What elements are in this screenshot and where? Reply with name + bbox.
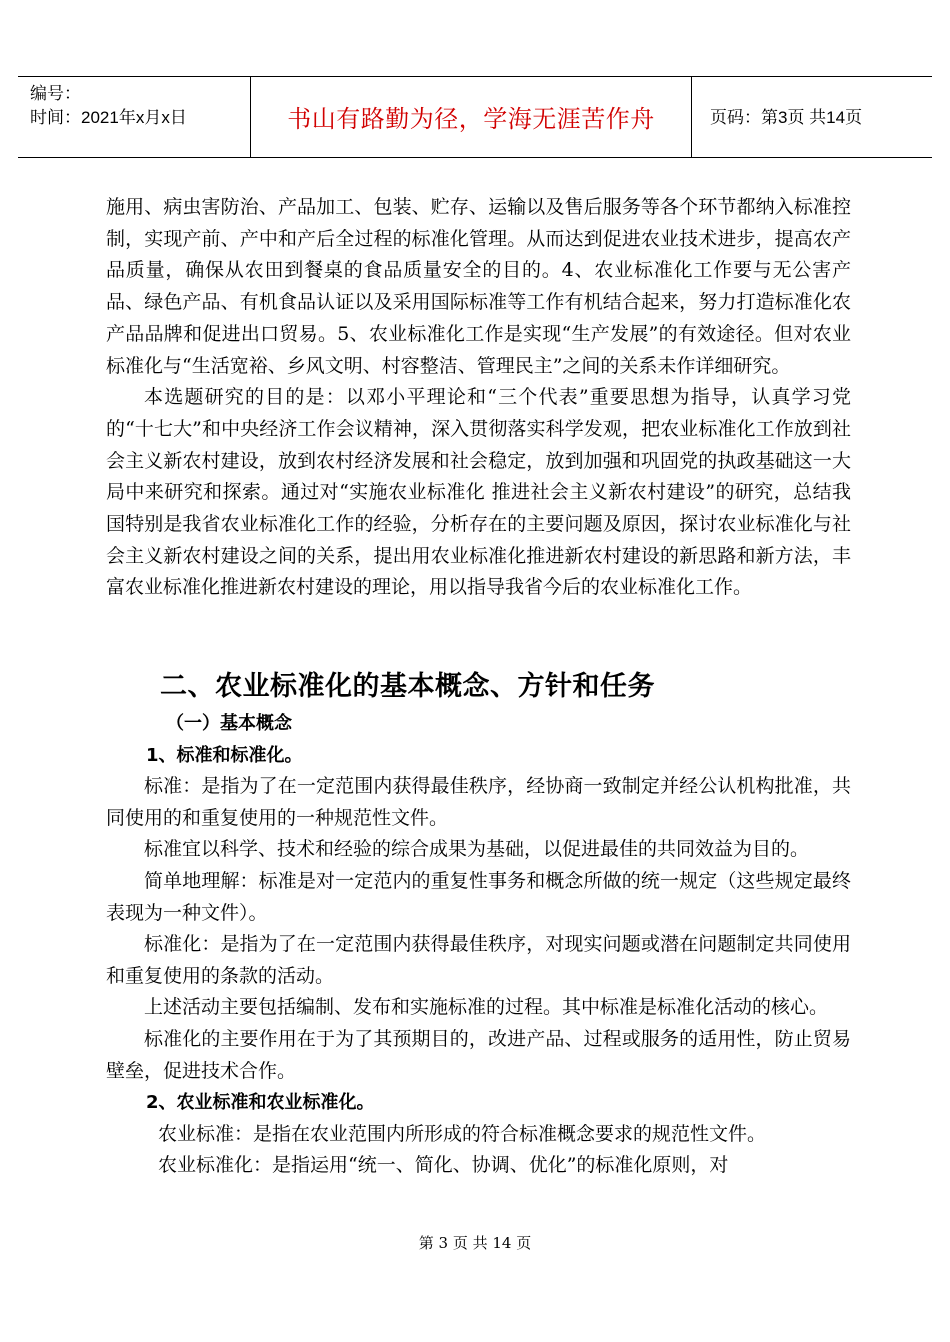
list-item-heading: 2、农业标准和农业标准化。 [146,1092,375,1114]
document-date-label: 时间：2021年x月x日 [30,108,187,127]
section-heading: 二、农业标准化的基本概念、方针和任务 [160,671,655,702]
subsection-heading: （一）基本概念 [166,713,292,734]
header-cell-page [692,77,932,157]
paragraph: 本选题研究的目的是：以邓小平理论和“三个代表”重要思想为指导，认真学习党的“十七大”和中央经济工作会议精神，深入贯彻落实科学发观，把农业标准化工作放到社会主义新农村建设，放到农村经济发展和社会稳定，放到加强和巩固党的执政基础这一大局中来研究和探索。通过对“实施农业标准化 推进社会主义新农村建设”的研究，总结我国特别是我省农业标准化工作的经验，分析存在的主要问题及原因，探讨农业标准化与社会主义新农村建设之间的关系，提出用农业标准化推进新农村建设的新思路和新方法，丰富农业标准化推进新农村建设的理论，用以指导我省今后的农业标准化工作。 [106,386,851,599]
paragraph: 标准宜以科学、技术和经验的综合成果为基础，以促进最佳的共同效益为目的。 [144,838,810,861]
list-item-heading: 1、标准和标准化。 [146,744,303,766]
paragraph: 标准化的主要作用在于为了其预期目的，改进产品、过程或服务的适用性，防止贸易壁垒，促进技术合作。 [106,1027,851,1082]
body-text-section [106,708,851,1182]
page-header-table [18,76,932,158]
page-footer: 第 3 页 共 14 页 [418,1234,532,1252]
header-cell-motto [251,77,692,157]
header-page-number: 页码：第3页 共14页 [710,108,863,127]
paragraph: 简单地理解：标准是对一定范内的重复性事务和概念所做的统一规定（这些规定最终表现为一种文件）。 [106,869,851,924]
paragraph: 农业标准：是指在农业范围内所形成的符合标准概念要求的规范性文件。 [158,1122,767,1145]
paragraph: 标准：是指为了在一定范围内获得最佳秩序，经协商一致制定并经公认机构批准，共同使用的和重复使用的一种规范性文件。 [106,775,851,829]
header-cell-meta [18,77,251,157]
paragraph: 农业标准化：是指运用“统一、简化、协调、优化”的标准化原则，对 [158,1154,729,1177]
paragraph: 上述活动主要包括编制、发布和实施标准的过程。其中标准是标准化活动的核心。 [144,996,829,1019]
body-text-top [106,192,851,604]
header-motto: 书山有路勤为径，学海无涯苦作舟 [287,105,655,133]
paragraph: 标准化：是指为了在一定范围内获得最佳秩序，对现实问题或潜在问题制定共同使用和重复使用的条款的活动。 [106,933,851,987]
document-number-label: 编号： [30,84,81,103]
paragraph: 施用、病虫害防治、产品加工、包装、贮存、运输以及售后服务等各个环节都纳入标准控制，实现产前、产中和产后全过程的标准化管理。从而达到促进农业技术进步，提高农产品质量，确保从农田到餐桌的食品质量安全的目的。4、农业标准化工作要与无公害产品、绿色产品、有机食品认证以及采用国际标准等工作有机结合起来，努力打造标准化农产品品牌和促进出口贸易。5、农业标准化工作是实现“生产发展”的有效途径。但对农业标准化与“生活宽裕、乡风文明、村容整洁、管理民主”之间的关系未作详细研究。 [106,196,851,377]
